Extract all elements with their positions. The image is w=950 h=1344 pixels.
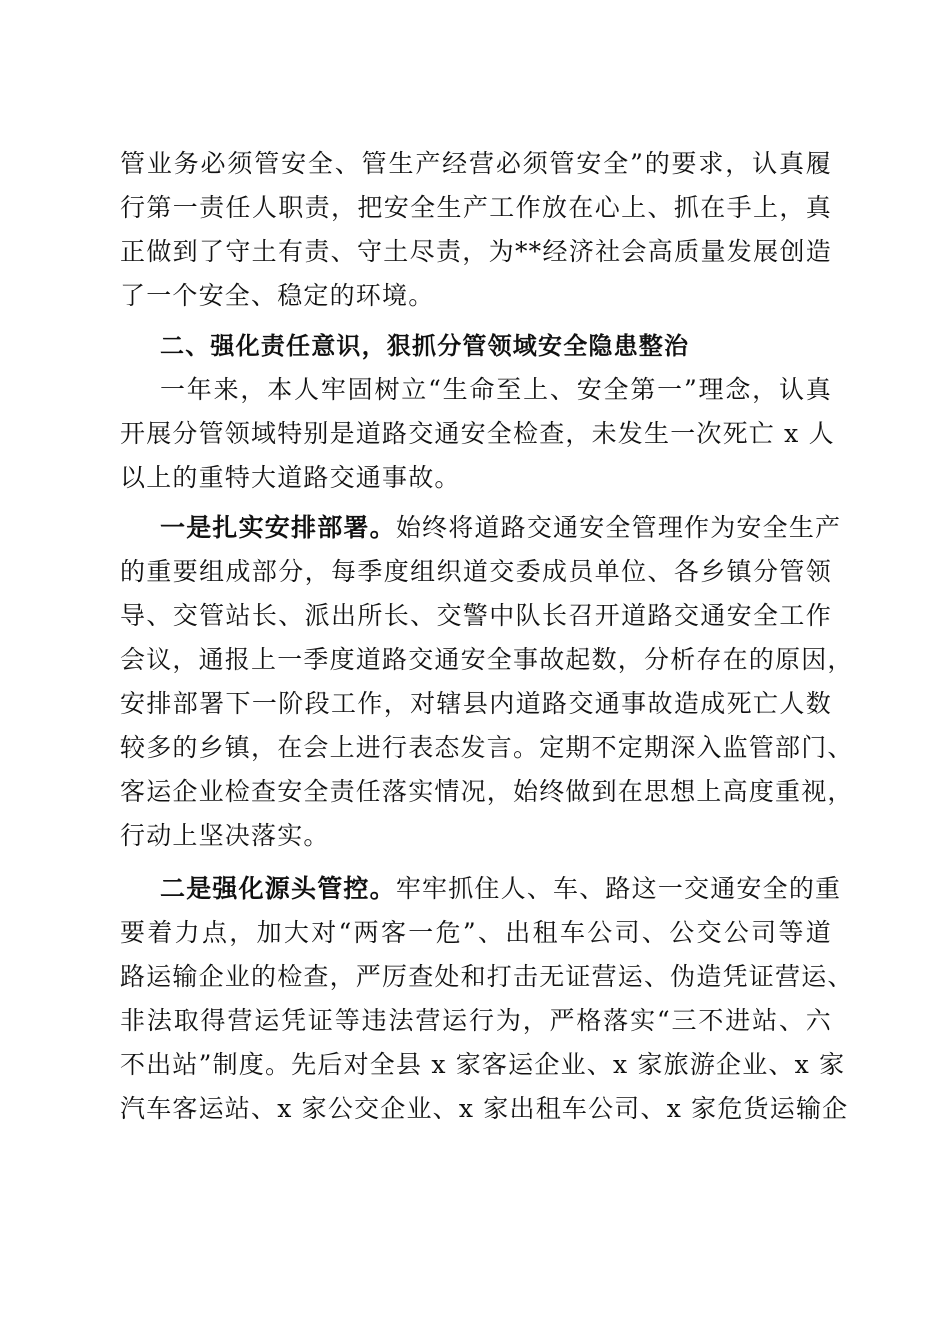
text-line: 汽车客运站、x 家公交企业、x 家出租车公司、x 家危货运输企 [120,1094,849,1123]
paragraph-source-control [120,867,854,1131]
text-line [120,867,842,911]
text-line: 了一个安全、稳定的环境。 [120,281,435,310]
text-line: 一年来，本人牢固树立“生命至上、安全第一”理念，认真 [160,375,832,404]
text-line: 要着力点，加大对“两客一危”、出租车公司、公交公司等道 [120,918,832,947]
heading-text: 二、强化责任意识，狠抓分管领域安全隐患整治 [160,332,690,360]
text-line: 行第一责任人职责，把安全生产工作放在心上、抓在手上，真 [120,193,832,222]
text-line: 不出站”制度。先后对全县 x 家客运企业、x 家旅游企业、x 家 [120,1050,846,1079]
text-line: 导、交管站长、派出所长、交警中队长召开道路交通安全工作 [120,601,832,630]
text-line: 管业务必须管安全、管生产经营必须管安全”的要求，认真履 [120,149,832,178]
text-line: 较多的乡镇，在会上进行表态发言。定期不定期深入监管部门、 [120,733,854,762]
text-line: 非法取得营运凭证等违法营运行为，严格落实“三不进站、六 [120,1006,832,1035]
text-line: 开展分管领域特别是道路交通安全检查，未发生一次死亡 x 人 [120,419,835,448]
text-line [120,506,842,550]
text-line: 客运企业检查安全责任落实情况，始终做到在思想上高度重视， [120,777,854,806]
paragraph-lead: 一是扎实安排部署。 [160,513,396,542]
text-line: 正做到了守土有责、守土尽责，为**经济社会高质量发展创造 [120,237,832,266]
document-body [120,142,854,1131]
text-line: 的重要组成部分，每季度组织道交委成员单位、各乡镇分管领 [120,557,832,586]
text-line: 以上的重特大道路交通事故。 [120,463,461,492]
text-line: 安排部署下一阶段工作，对辖县内道路交通事故造成死亡人数 [120,689,832,718]
section-heading [120,324,832,368]
text-line-rest: 牢牢抓住人、车、路这一交通安全的重 [395,874,842,903]
text-line-rest: 始终将道路交通安全管理作为安全生产 [395,513,842,542]
paragraph-continuation [120,142,832,318]
paragraph-lead: 二是强化源头管控。 [160,874,396,903]
paragraph-deployment [120,506,854,858]
text-line: 路运输企业的检查，严厉查处和打击无证营运、伪造凭证营运、 [120,962,854,991]
text-line: 行动上坚决落实。 [120,821,330,850]
text-line: 会议，通报上一季度道路交通安全事故起数，分析存在的原因， [120,645,854,674]
paragraph-intro [120,368,835,500]
